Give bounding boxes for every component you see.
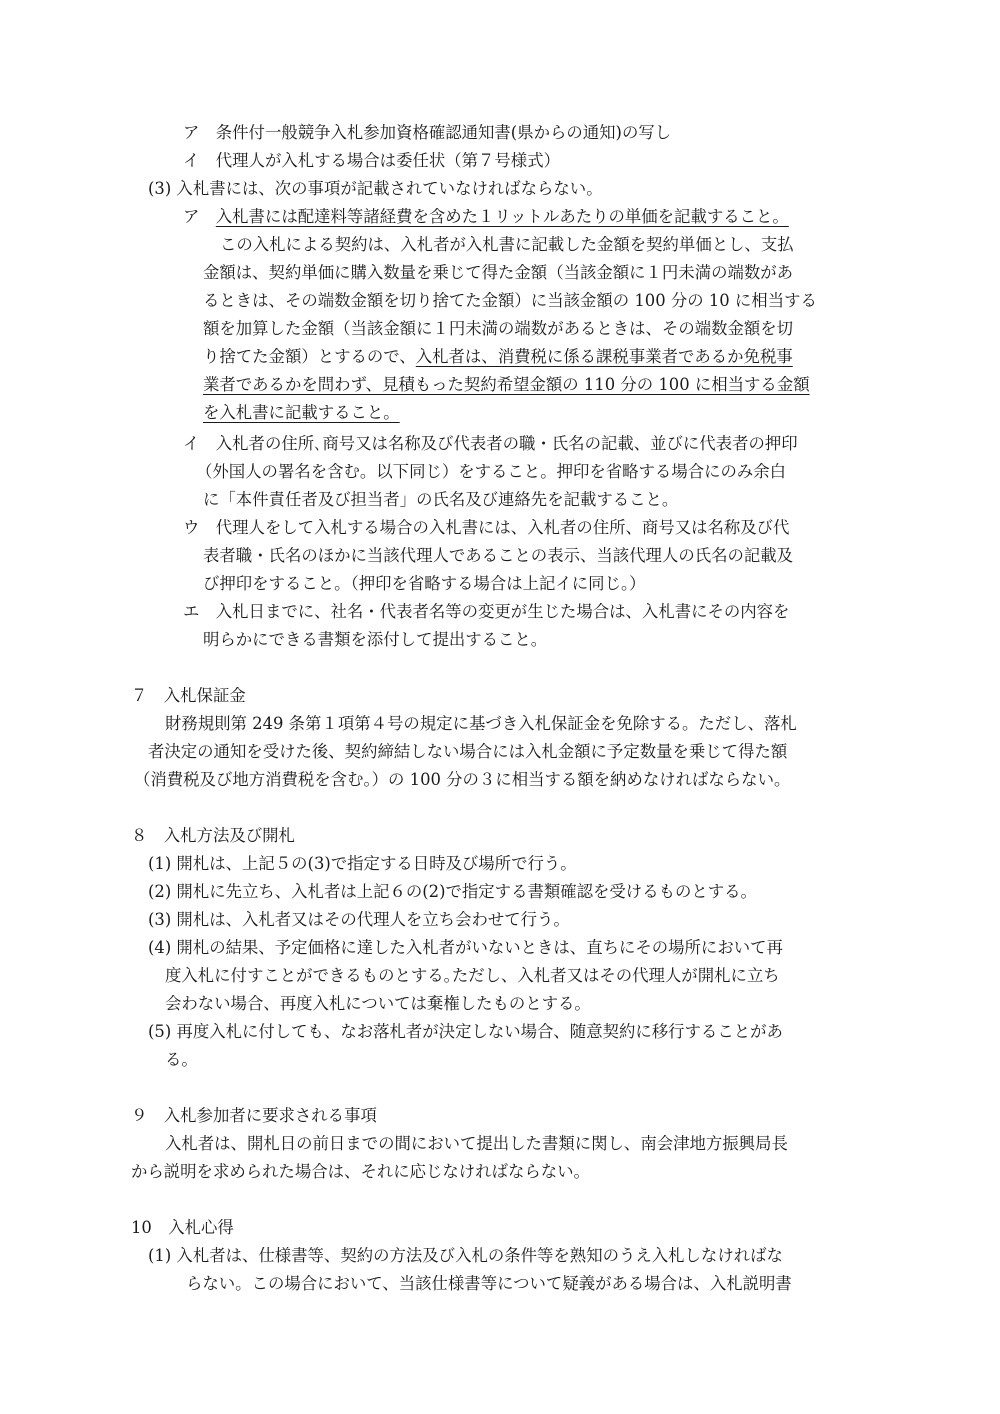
section8-item5-line1: (5) 再度入札に付しても、なお落札者が決定しない場合、随意契約に移行することがあ [148,1022,783,1041]
item3-a-para-line1: この入札による契約は、入札者が入札書に記載した金額を契約単価とし、支払 [220,235,794,254]
section10-item1-line2: らない。この場合において、当該仕様書等について疑義がある場合は、入札説明書 [186,1274,792,1293]
section9-line1: 入札者は、開札日の前日までの間において提出した書類に関し、南会津地方振興局長 [165,1134,788,1153]
item3-e-line1: エ 入札日までに、社名・代表者名等の変更が生じた場合は、入札書にその内容を [183,602,790,621]
item3-a-para-line5-plain: り捨てた金額）とするので、 [203,347,416,366]
section9-line2: から説明を求められた場合は、それに応じなければならない。 [131,1162,590,1181]
section8-heading: ８ 入札方法及び開札 [131,826,295,845]
section7-line1: 財務規則第 249 条第１項第４号の規定に基づき入札保証金を免除する。ただし、落札 [165,714,797,733]
item3-a-para-line6: 業者であるかを問わず、見積もった契約希望金額の 110 分の 100 に相当する金額 [203,375,810,394]
item3-a-para-line3: るときは、その端数金額を切り捨てた金額）に当該金額の 100 分の 10 に相当する [203,291,817,310]
section10-heading: 10 入札心得 [131,1218,234,1237]
item3-a-para-line4: 額を加算した金額（当該金額に１円未満の端数があるときは、その端数金額を切 [203,319,794,338]
section8-item3: (3) 開札は、入札者又はその代理人を立ち会わせて行う。 [148,910,570,929]
item3-e-line2: 明らかにできる書類を添付して提出すること。 [203,630,548,649]
item3-a-para-line7: を入札書に記載すること。 [203,403,400,422]
item3-u-line1: ウ 代理人をして入札する場合の入札書には、入札者の住所、商号又は名称及び代 [183,518,790,537]
section8-item4-line1: (4) 開札の結果、予定価格に達した入札者がいないときは、直ちにその場所において再 [148,938,783,957]
item-a-notice-copy: ア 条件付一般競争入札参加資格確認通知書(県からの通知)の写し [183,123,672,142]
item3-a-label: ア [183,207,216,226]
section10-item1-line1: (1) 入札者は、仕様書等、契約の方法及び入札の条件等を熟知のうえ入札しなければな [148,1246,783,1265]
section8-item4-line3: 会わない場合、再度入札については棄権したものとする。 [165,994,591,1013]
item3-u-line3: び押印をすること。（押印を省略する場合は上記イに同じ。） [203,574,646,593]
section8-item4-line2: 度入札に付すことができるものとする｡ただし、入札者又はその代理人が開札に立ち [165,966,780,985]
section7-line3: （消費税及び地方消費税を含む。）の 100 分の３に相当する額を納めなければならない。 [134,770,791,789]
section7-heading: ７ 入札保証金 [131,686,246,705]
item3-i-line2: （外国人の署名を含む。以下同じ）をすること。押印を省略する場合にのみ余白 [196,462,787,481]
section8-item1: (1) 開札は、上記５の(3)で指定する日時及び場所で行う。 [148,854,577,873]
item3-i-line3: に「本件責任者及び担当者」の氏名及び連絡先を記載すること。 [203,490,679,509]
item3-u-line2: 表者職・氏名のほかに当該代理人であることの表示、当該代理人の氏名の記載及 [203,546,794,565]
item3-i-line1: イ 入札者の住所､商号又は名称及び代表者の職・氏名の記載、並びに代表者の押印 [183,434,798,453]
item-i-proxy-letter: イ 代理人が入札する場合は委任状（第７号様式） [183,151,560,170]
section8-item2: (2) 開札に先立ち、入札者は上記６の(2)で指定する書類確認を受けるものとする。 [148,882,757,901]
item3-a-para-line5 [203,345,793,369]
item3-a-para-line5-underlined: 入札者は、消費税に係る課税事業者であるか免税事 [415,347,793,366]
section8-item5-line2: る。 [165,1050,198,1069]
section7-line2: 者決定の通知を受けた後、契約締結しない場合には入札金額に予定数量を乗じて得た額 [148,742,788,761]
section9-heading: ９ 入札参加者に要求される事項 [131,1106,377,1125]
item3-a [183,205,789,229]
item3-a-para-line2: 金額は、契約単価に購入数量を乗じて得た金額（当該金額に１円未満の端数があ [203,263,794,282]
item3-a-underlined: 入札書には配達料等諸経費を含めた１リットルあたりの単価を記載すること。 [215,207,789,226]
item3-heading: (3) 入札書には、次の事項が記載されていなければならない。 [148,179,603,198]
